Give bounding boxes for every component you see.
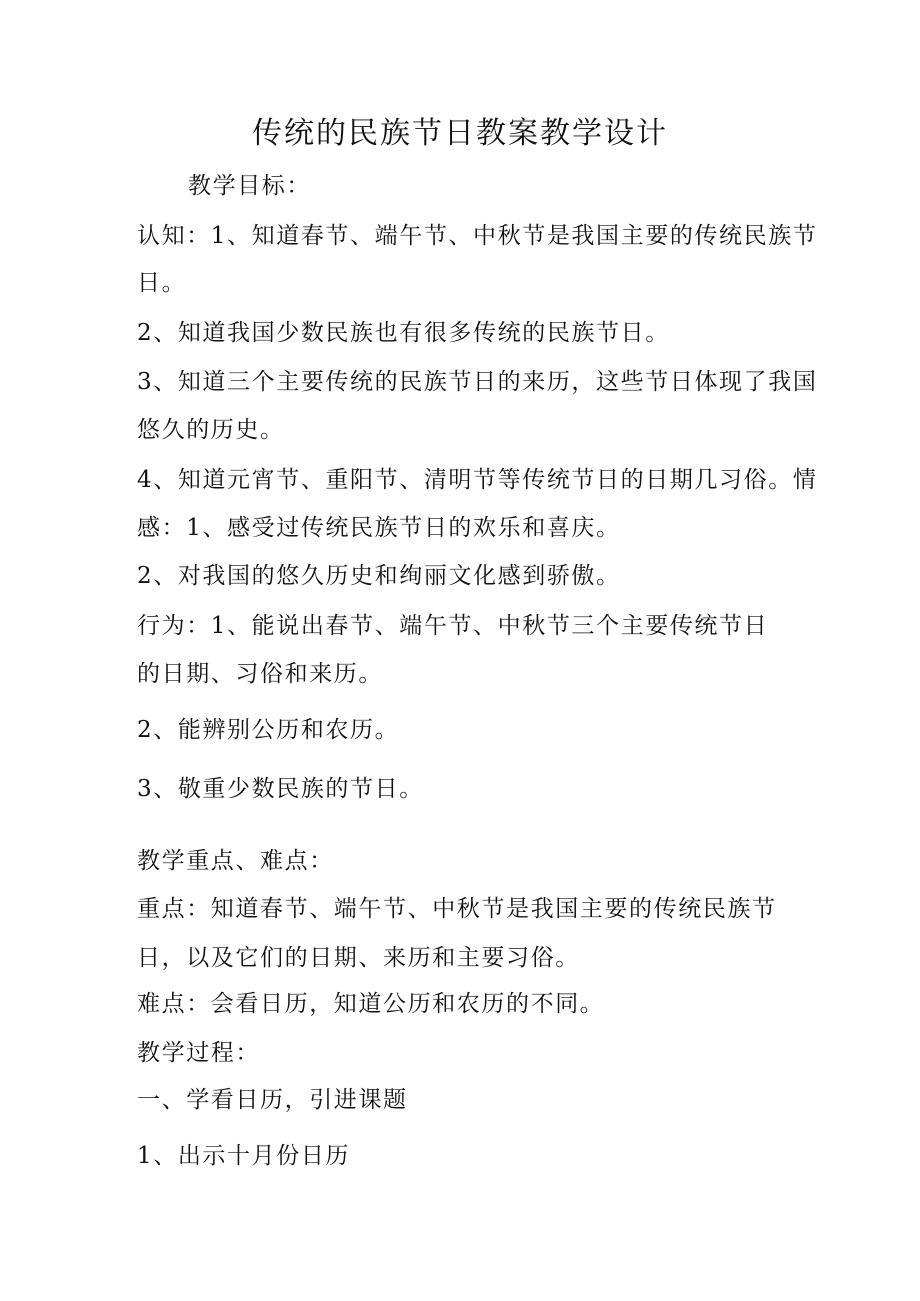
paragraph-line: 2、能辨别公历和农历。 — [137, 717, 400, 743]
paragraph-line: 3、知道三个主要传统的民族节日的来历，这些节日体现了我国 — [137, 369, 818, 395]
paragraph-line: 行为：1、能说出春节、端午节、中秋节三个主要传统节日 — [137, 613, 769, 639]
document-title: 传统的民族节日教案教学设计 — [252, 116, 668, 151]
paragraph-line: 3、敬重少数民族的节日。 — [137, 776, 424, 802]
paragraph-line: 日。 — [137, 270, 187, 296]
paragraph-line: 重点：知道春节、端午节、中秋节是我国主要的传统民族节 — [137, 896, 777, 922]
paragraph-line: 2、对我国的悠久历史和绚丽文化感到骄傲。 — [137, 563, 621, 589]
paragraph-line: 1、出示十月份日历 — [137, 1143, 351, 1169]
paragraph-line: 难点：会看日历，知道公历和农历的不同。 — [137, 991, 605, 1017]
paragraph-line: 感：1、感受过传统民族节日的欢乐和喜庆。 — [137, 515, 621, 541]
paragraph-line: 悠久的历史。 — [137, 417, 285, 443]
paragraph-line: 一、学看日历，引进课题 — [137, 1087, 408, 1113]
paragraph-line: 日，以及它们的日期、来历和主要习俗。 — [137, 945, 580, 971]
section-heading-objectives: 教学目标： — [188, 173, 311, 199]
section-heading-process: 教学过程： — [137, 1040, 260, 1066]
paragraph-line: 认知：1、知道春节、端午节、中秋节是我国主要的传统民族节 — [137, 223, 818, 249]
paragraph-line: 4、知道元宵节、重阳节、清明节等传统节日的日期几习俗。情 — [137, 467, 818, 493]
section-heading-key-points: 教学重点、难点： — [137, 848, 334, 874]
paragraph-line: 2、知道我国少数民族也有很多传统的民族节日。 — [137, 320, 670, 346]
paragraph-line: 的日期、习俗和来历。 — [137, 661, 383, 687]
